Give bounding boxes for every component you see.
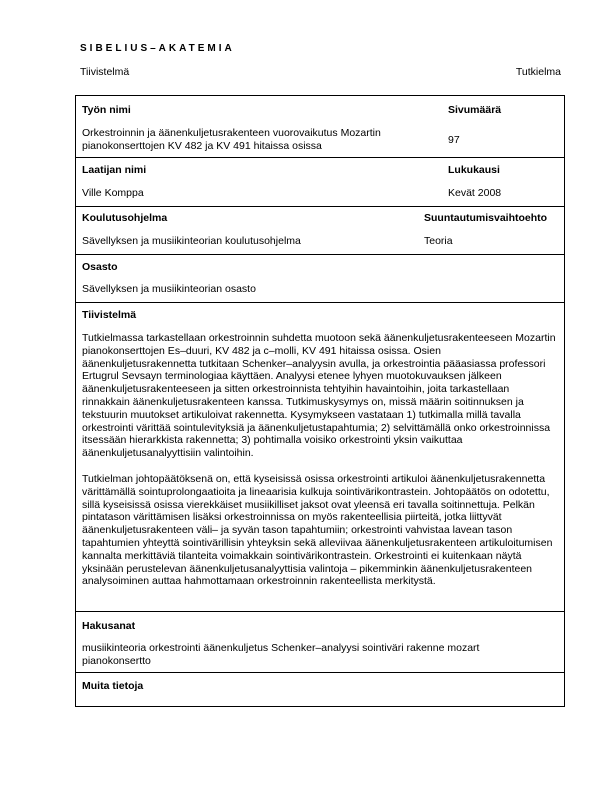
specialization-value: Teoria xyxy=(424,235,453,247)
organization-name: SIBELIUS–AKATEMIA xyxy=(80,43,235,54)
abstract-paragraph-2: Tutkielman johtopäätöksenä on, että kyseisissä osissa orkestrointi artikuloi äänenkuljetusrakennetta värittämällä sointuprolongaatioita ja lineaarisia kulkuja sointivärikontrastein. Johtopäätös on odotettu, sillä kyseisissä osissa vierekkäiset musiikilliset jaksot ovat yleensä eri tavalla soitinnettuja. Pelkän pintatason värittämisen lisäksi orkestroinnissa on myös rakenteellisia piirteitä, jotka liittyvät äänenkuljetusrakenteen väli– ja syvän tason tapahtumiin; orkestrointi vahvistaa lavean tason tapahtumien yhteyttä sointivärillisin yhteyksin sekä alleviivaa äänenkuljetusrakenteen artikuloitumisen kannalta merkittäviä tilanteita voimakkain sointivärikontrastein. Orkestrointi ei kuitenkaan näytä yksinään perustelevan äänenkuljetusanalyyttisia valintoja – pikemminkin äänenkuljetusrakenteen analysoiminen auttaa hahmottamaan orkestroinnin rakenteellista merkitystä. xyxy=(82,473,553,588)
keywords-value: musiikinteoria orkestrointi äänenkuljetus Schenker–analyysi sointiväri rakenne mozart pianokonsertto xyxy=(82,642,480,667)
keywords-row xyxy=(76,612,564,673)
document-type: Tiivistelmä xyxy=(80,66,130,78)
term-label: Lukukausi xyxy=(448,164,500,176)
department-value: Sävellyksen ja musiikinteorian osasto xyxy=(82,283,256,295)
program-value: Sävellyksen ja musiikinteorian koulutusohjelma xyxy=(82,235,301,247)
department-row xyxy=(76,255,564,303)
abstract-label: Tiivistelmä xyxy=(82,309,137,321)
program-row xyxy=(76,207,564,255)
abstract-form xyxy=(75,95,565,707)
author-name-value: Ville Komppa xyxy=(82,187,144,199)
term-value: Kevät 2008 xyxy=(448,187,502,199)
program-label: Koulutusohjelma xyxy=(82,212,168,224)
keywords-label: Hakusanat xyxy=(82,620,136,632)
specialization-label: Suuntautumisvaihtoehto xyxy=(424,212,548,224)
abstract-row xyxy=(76,303,564,612)
author-name-label: Laatijan nimi xyxy=(82,164,147,176)
author-row xyxy=(76,158,564,207)
work-title-row xyxy=(76,96,564,158)
work-title-label: Työn nimi xyxy=(82,104,131,116)
page-count-value: 97 xyxy=(448,134,460,146)
page-count-label: Sivumäärä xyxy=(448,104,502,116)
thesis-type: Tutkielma xyxy=(515,66,561,78)
work-title-value: Orkestroinnin ja äänenkuljetusrakenteen vuorovaikutus Mozartin pianokonserttojen KV 482 ja KV 491 hitaissa osissa xyxy=(82,127,381,152)
other-info-row xyxy=(76,673,564,706)
abstract-paragraph-1: Tutkielmassa tarkastellaan orkestroinnin suhdetta muotoon sekä äänenkuljetusrakenteeseen Mozartin pianokonserttojen Es–duuri, KV 482 ja c–molli, KV 491 hitaissa osissa. Osien äänenkuljetusrakennetta tutkitaan Schenker–analyysin avulla, ja orkestrointia pääasiassa professori Ertugrul Sevsayn terminologiaa käyttäen. Analyysi etenee lyhyen muotokuvauksen jälkeen äänenkuljetusrakenteeseen ja sitten orkestroinnista tehtyihin havaintoihin, joita tarkastellaan rinnakkain äänenkuljetusrakenteen kanssa. Tutkimuskysymys on, missä määrin soitinnuksen ja tekstuurin muutokset artikuloivat rakennetta. Kysymykseen vastataan 1) tutkimalla millä tavalla orkestrointi värittää sointulevityksiä ja äänenkuljetustapahtumia; 2) selvittämällä onko orkestroinnissa itsessään hierarkkista rakennetta; 3) pohtimalla voisiko orkestrointi yksin vaikuttaa äänenkuljetusanalyyttisiin valintoihin. xyxy=(82,332,556,460)
other-info-label: Muita tietoja xyxy=(82,680,144,692)
department-label: Osasto xyxy=(82,261,118,273)
